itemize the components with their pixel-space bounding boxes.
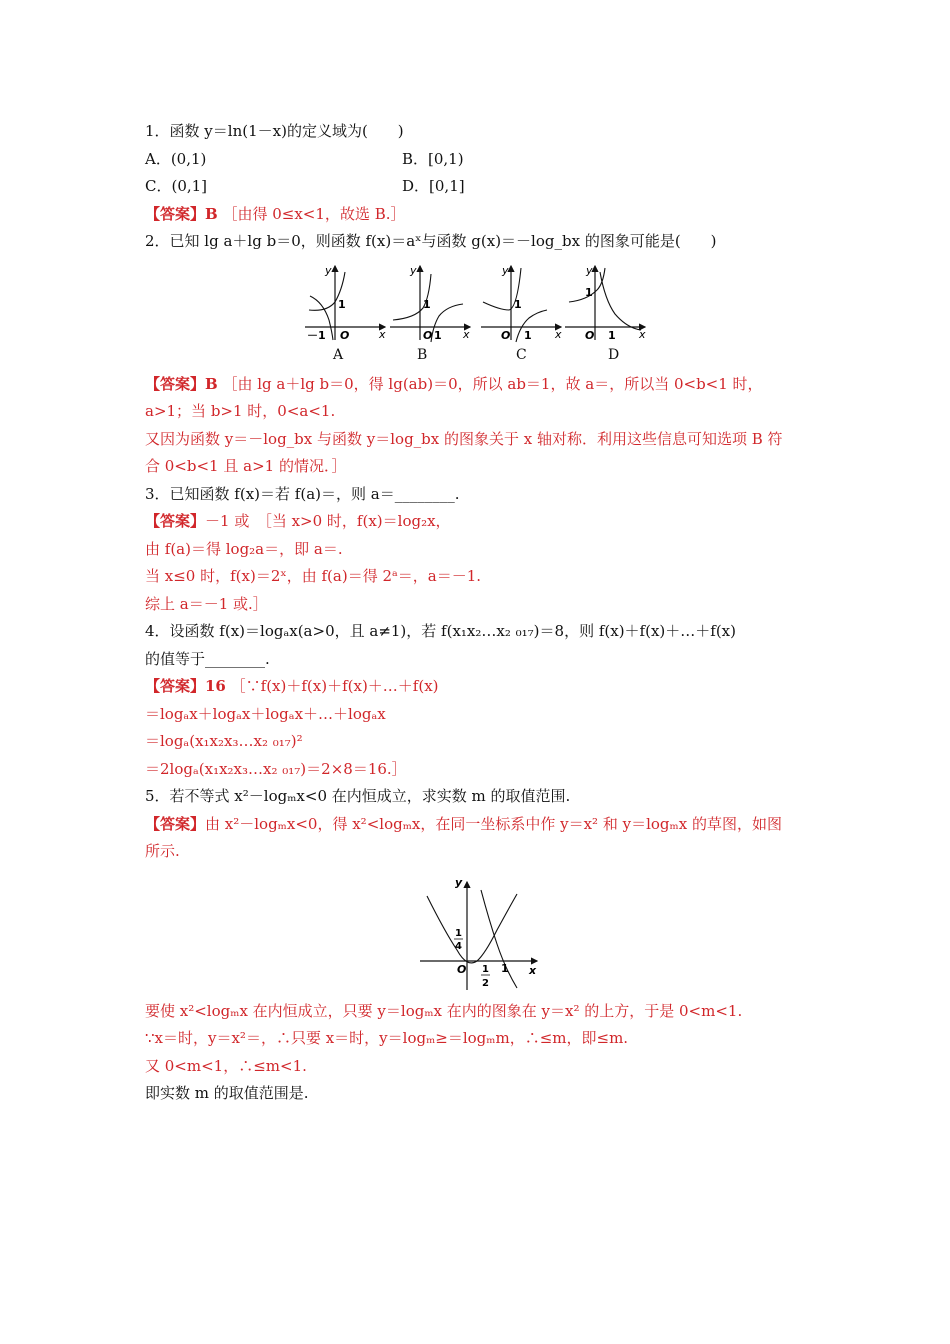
- q1-option-c: C．(0,1]: [145, 177, 208, 195]
- q1-option-d: D．[0,1]: [402, 177, 465, 195]
- q5-x-label: x: [529, 963, 537, 977]
- q2-answer-line-2: a>1；当 b>1 时，0<a<1.: [145, 402, 336, 420]
- q2-c-y-label: y: [502, 263, 509, 277]
- q4-answer-line-3: ＝logₐ(x₁x₂x₃…x₂ ₀₁₇)²: [145, 732, 303, 750]
- q2-graph-a: [305, 264, 386, 342]
- q4-answer-line-4: ＝2logₐ(x₁x₂x₃…x₂ ₀₁₇)＝2×8＝16.］: [145, 759, 407, 778]
- q5-stem: 5．若不等式 x²－logₘx<0 在内恒成立，求实数 m 的取值范围.: [145, 787, 571, 805]
- q2-graph-labels: [145, 345, 810, 371]
- q1-options-row-2: [145, 173, 810, 201]
- q2-a-x-label: x: [379, 327, 386, 341]
- q2-c-origin: O: [501, 328, 511, 342]
- q2-answer-line-4: 合 0<b<1 且 a>1 的情况．］: [145, 457, 347, 475]
- q2-d-y-label: y: [586, 263, 593, 277]
- q3-answer-label: 【答案】: [145, 512, 206, 530]
- q2-a-origin: O: [340, 328, 350, 342]
- q2-d-origin: O: [585, 328, 595, 342]
- q2-graph-c: [481, 264, 562, 342]
- q2-a-tick-neg-one: －1: [307, 328, 326, 342]
- q5-answer-line-1: [145, 811, 810, 839]
- q5-y-label: y: [455, 875, 463, 889]
- q5-answer-text-1: 由 x²－logₘx<0，得 x²<logₘx，在同一坐标系中作 y＝x² 和 y＝logₘx 的草图，如图: [205, 814, 782, 833]
- q1-stem: 1．函数 y＝ln(1－x)的定义域为( ): [145, 122, 404, 140]
- q1-option-a: A．(0,1): [145, 149, 207, 168]
- q2-c-x-label: x: [555, 327, 562, 341]
- q3-answer-line-4: 综上 a＝－1 或.］: [145, 594, 268, 613]
- q5-answer-label: 【答案】: [145, 814, 206, 833]
- q2-c-tick-one: 1: [514, 297, 522, 311]
- q4-answer-line-1: [145, 673, 810, 701]
- q5-after-line-2: ∵x＝时，y＝x²＝，∴只要 x＝时，y＝logₘ≥＝logₘm，∴≤m，即≤m.: [145, 1029, 629, 1047]
- q2-answer-text-1: ［由 lg a＋lg b＝0，得 lg(ab)＝0，所以 ab＝1，故 a＝，所以当 0<b<1 时，: [222, 374, 763, 393]
- q2-graph-label-d: D: [608, 346, 620, 363]
- q2-graph-label-b: B: [417, 346, 428, 363]
- q2-b-origin: O: [423, 328, 433, 342]
- q5-graph-svg: [145, 872, 810, 992]
- q3-answer-line-2: 由 f(a)＝得 log₂a＝，即 a＝.: [145, 539, 343, 558]
- q5-answer-line-2: 所示.: [145, 842, 180, 860]
- q1-option-b: B．[0,1): [402, 149, 464, 168]
- q3-answer-text-1: －1 或 ［当 x>0 时，f(x)＝log₂x，: [205, 512, 451, 530]
- q2-a-tick-one: 1: [338, 297, 346, 311]
- q2-graphs-svg: [145, 260, 810, 345]
- q2-answer-label: 【答案】B: [145, 374, 218, 393]
- q5-origin: O: [457, 962, 467, 976]
- q2-b-tick-one: 1: [423, 297, 431, 311]
- q2-a-y-label: y: [325, 263, 332, 277]
- q2-b-x-label: x: [463, 327, 470, 341]
- q5-parabola-curve: [427, 894, 517, 963]
- q5-quarter-den: 4: [455, 940, 462, 952]
- q1-answer-label: 【答案】B: [145, 204, 218, 223]
- q2-graph-d: [565, 264, 646, 342]
- q2-graph-label-a: A: [333, 346, 344, 363]
- q4-stem-line-2: 的值等于________.: [145, 649, 270, 668]
- q5-final-line: 即实数 m 的取值范围是.: [145, 1084, 309, 1102]
- q2-answer-line-3: 又因为函数 y＝－log_bx 与函数 y＝log_bx 的图象关于 x 轴对称．利用这些信息可知选项 B 符: [145, 429, 783, 448]
- q2-graph-b: [390, 264, 470, 342]
- q3-answer-line-1: [145, 508, 810, 536]
- q5-one-tick: 1: [501, 961, 509, 975]
- q5-after-line-3: 又 0<m<1，∴≤m<1.: [145, 1056, 307, 1075]
- q5-half-num: 1: [482, 963, 489, 975]
- q1-options-row-1: [145, 146, 810, 174]
- q1-answer: [145, 201, 810, 229]
- q2-answer-line-1: [145, 371, 810, 399]
- q4-answer-label: 【答案】16: [145, 677, 226, 695]
- q5-half-den: 2: [482, 977, 489, 989]
- q3-stem: 3．已知函数 f(x)＝若 f(a)＝，则 a＝________.: [145, 484, 460, 503]
- q1-answer-text: ［由得 0≤x<1，故选 B.］: [222, 204, 406, 223]
- q2-b-y-label: y: [410, 263, 417, 277]
- q4-answer-text-1: ［∵f(x)＋f(x)＋f(x)＋…＋f(x): [230, 677, 439, 695]
- q3-answer-line-3: 当 x≤0 时，f(x)＝2ˣ，由 f(a)＝得 2ᵃ＝，a＝－1.: [145, 567, 482, 585]
- q5-after-line-1: 要使 x²<logₘx 在内恒成立，只要 y＝logₘx 在内的图象在 y＝x² 的上方，于是 0<m<1.: [145, 1001, 743, 1020]
- q2-graphs: [145, 260, 810, 345]
- q4-stem-line-1: 4．设函数 f(x)＝logₐx(a>0，且 a≠1)，若 f(x₁x₂…x₂ ₀₁₇)＝8，则 f(x)＋f(x)＋…＋f(x): [145, 622, 736, 640]
- q2-stem: 2．已知 lg a＋lg b＝0，则函数 f(x)＝aˣ与函数 g(x)＝－log_bx 的图象可能是( ): [145, 232, 717, 250]
- q2-d-x-tick-one: 1: [608, 328, 616, 342]
- q5-graph: [145, 872, 810, 992]
- q2-c-x-tick-one: 1: [524, 328, 532, 342]
- q5-quarter-num: 1: [455, 927, 462, 939]
- document-content: [145, 118, 810, 1108]
- q2-d-x-label: x: [639, 327, 646, 341]
- q2-graph-label-c: C: [516, 346, 527, 363]
- q2-d-tick-one: 1: [585, 285, 593, 299]
- q4-answer-line-2: ＝logₐx＋logₐx＋logₐx＋…＋logₐx: [145, 704, 386, 723]
- q2-b-x-tick-one: 1: [434, 328, 442, 342]
